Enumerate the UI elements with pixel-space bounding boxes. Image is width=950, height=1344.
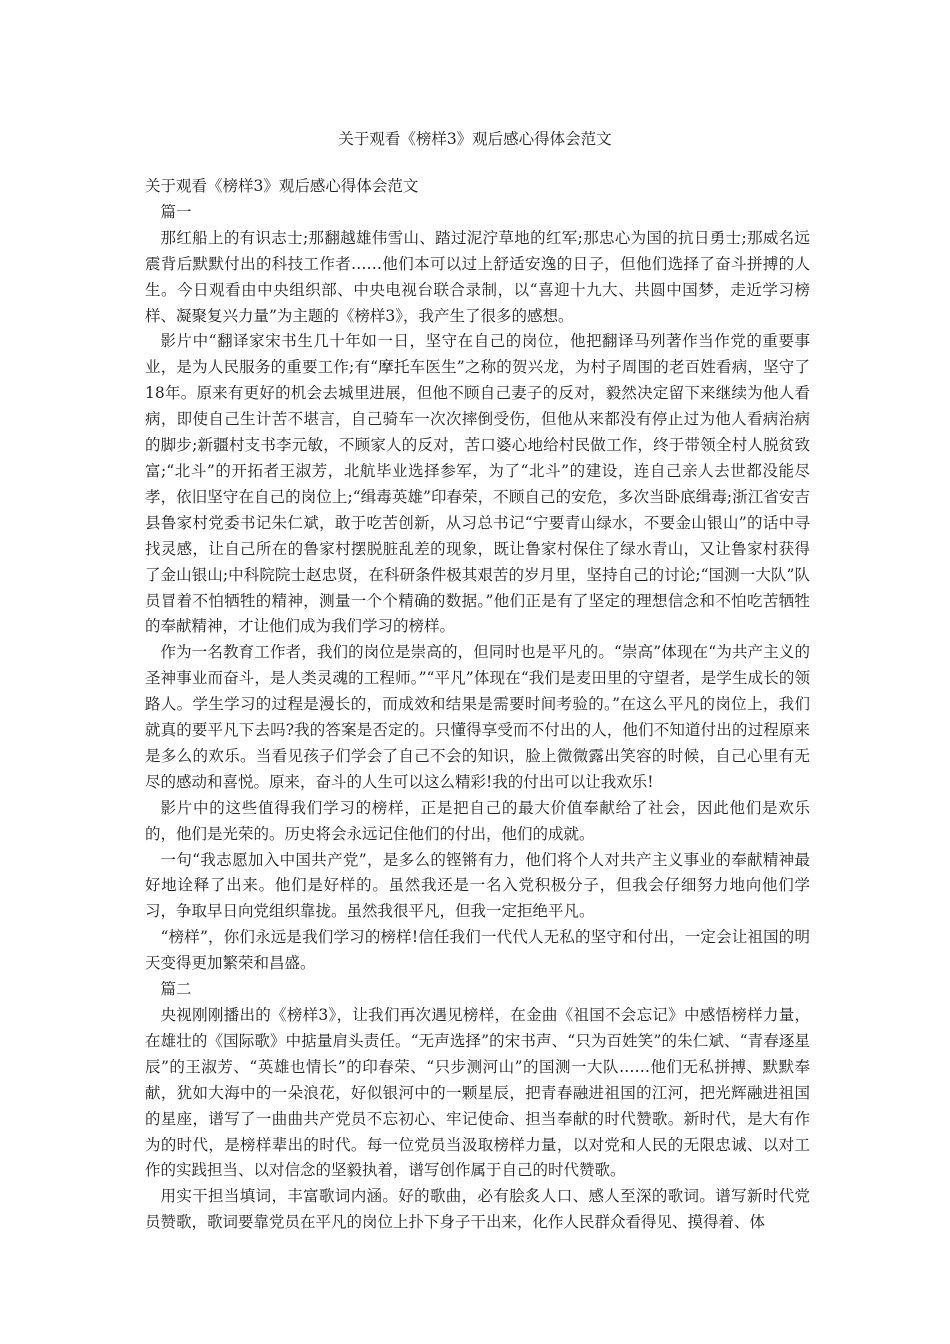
paragraph: 用实干担当填词，丰富歌词内涵。好的歌曲，必有脍炙人口、感人至深的歌词。谱写新时代党员赞歌，歌词要靠党员在平凡的岗位上扑下身子干出来，化作人民群众看得见、摸得着、体 <box>145 1187 810 1232</box>
section-label-1: 篇一 <box>160 202 192 221</box>
section-label-2: 篇二 <box>160 980 192 999</box>
paragraph: 一句“我志愿加入中国共产党”，是多么的铿锵有力，他们将个人对共产主义事业的奉献精神最好地诠释了出来。他们是好样的。虽然我还是一名入党积极分子，但我会仔细努力地向他们学习，争取早日向党组织靠拢。虽然我很平凡，但我一定拒绝平凡。 <box>145 850 810 921</box>
document-subtitle: 关于观看《榜样3》观后感心得体会范文 <box>145 177 419 195</box>
paragraph: 影片中的这些值得我们学习的榜样，正是把自己的最大价值奉献给了社会，因此他们是欢乐的，他们是光荣的。历史将会永远记住他们的付出，他们的成就。 <box>145 798 810 843</box>
paragraph: 那红船上的有识志士;那翻越雄伟雪山、踏过泥泞草地的红军;那忠心为国的抗日勇士;那威名远震背后默默付出的科技工作者……他们本可以过上舒适安逸的日子，但他们选择了奋斗拼搏的人生。今日观看由中央组织部、中央电视台联合录制，以“喜迎十九大、共圆中国梦，走近学习榜样、凝聚复兴力量”为主题的《榜样3》，我产生了很多的感想。 <box>145 228 810 325</box>
paragraph: 影片中“翻译家宋书生几十年如一日，坚守在自己的岗位，他把翻译马列著作当作党的重要事业，是为人民服务的重要工作;有“摩托车医生”之称的贺兴龙，为村子周围的老百姓看病，坚守了18年。原来有更好的机会去城里进展，但他不顾自己妻子的反对，毅然决定留下来继续为他人看病，即使自己生计苦不堪言，自己骑车一次次摔倒受伤，但他从来都没有停止过为他人看病治病的脚步;新疆村支书李元敏，不顾家人的反对，苦口婆心地给村民做工作，终于带领全村人脱贫致富;“北斗”的开拓者王淑芳，北航毕业选择参军，为了“北斗”的建设，连自己亲人去世都没能尽孝，依旧坚守在自己的岗位上;“缉毒英雄”印春荣，不顾自己的安危，多次当卧底缉毒;浙江省安吉县鲁家村党委书记朱仁斌，敢于吃苦创新，从习总书记“宁要青山绿水，不要金山银山”的话中寻找灵感，让自己所在的鲁家村摆脱脏乱差的现象，既让鲁家村保住了绿水青山，又让鲁家村获得了金山银山;中科院院士赵忠贤，在科研条件极其艰苦的岁月里，坚持自己的讨论;“国测一大队”队员冒着不怕牺牲的精神，测量一个个精确的数据。”他们正是有了坚定的理想信念和不怕吃苦牺牲的奉献精神，才让他们成为我们学习的榜样。 <box>145 332 810 636</box>
document-title: 关于观看《榜样3》观后感心得体会范文 <box>338 130 612 148</box>
document-body <box>145 174 810 1236</box>
paragraph: 作为一名教育工作者，我们的岗位是崇高的，但同时也是平凡的。“崇高”体现在“为共产主义的圣神事业而奋斗，是人类灵魂的工程师。”“平凡”体现在“我们是麦田里的守望者，是学生成长的领路人。学生学习的过程是漫长的，而成效和结果是需要时间考验的。”在这么平凡的岗位上，我们就真的要平凡下去吗?我的答案是否定的。只懂得享受而不付出的人，他们不知道付出的过程原来是多么的欢乐。当看见孩子们学会了自己不会的知识，脸上微微露出笑容的时候，自己心里有无尽的感动和喜悦。原来，奋斗的人生可以这么精彩!我的付出可以让我欢乐! <box>145 643 810 791</box>
paragraph: 央视刚刚播出的《榜样3》，让我们再次遇见榜样，在金曲《祖国不会忘记》中感悟榜样力量，在雄壮的《国际歌》中掂量肩头责任。“无声选择”的宋书声、“只为百姓笑”的朱仁斌、“青春逐星辰”的王淑芳、“英雄也情长”的印春荣、“只步测河山”的国测一大队……他们无私拼搏、默默奉献，犹如大海中的一朵浪花，好似银河中的一颗星辰，把青春融进祖国的江河，把光辉融进祖国的星座，谱写了一曲曲共产党员不忘初心、牢记使命、担当奉献的时代赞歌。新时代，是大有作为的时代，是榜样辈出的时代。每一位党员当汲取榜样力量，以对党和人民的无限忠诚、以对工作的实践担当、以对信念的坚毅执着，谱写创作属于自己的时代赞歌。 <box>145 1006 810 1180</box>
paragraph: “榜样”，你们永远是我们学习的榜样!信任我们一代代人无私的坚守和付出，一定会让祖国的明天变得更加繁荣和昌盛。 <box>145 928 810 973</box>
